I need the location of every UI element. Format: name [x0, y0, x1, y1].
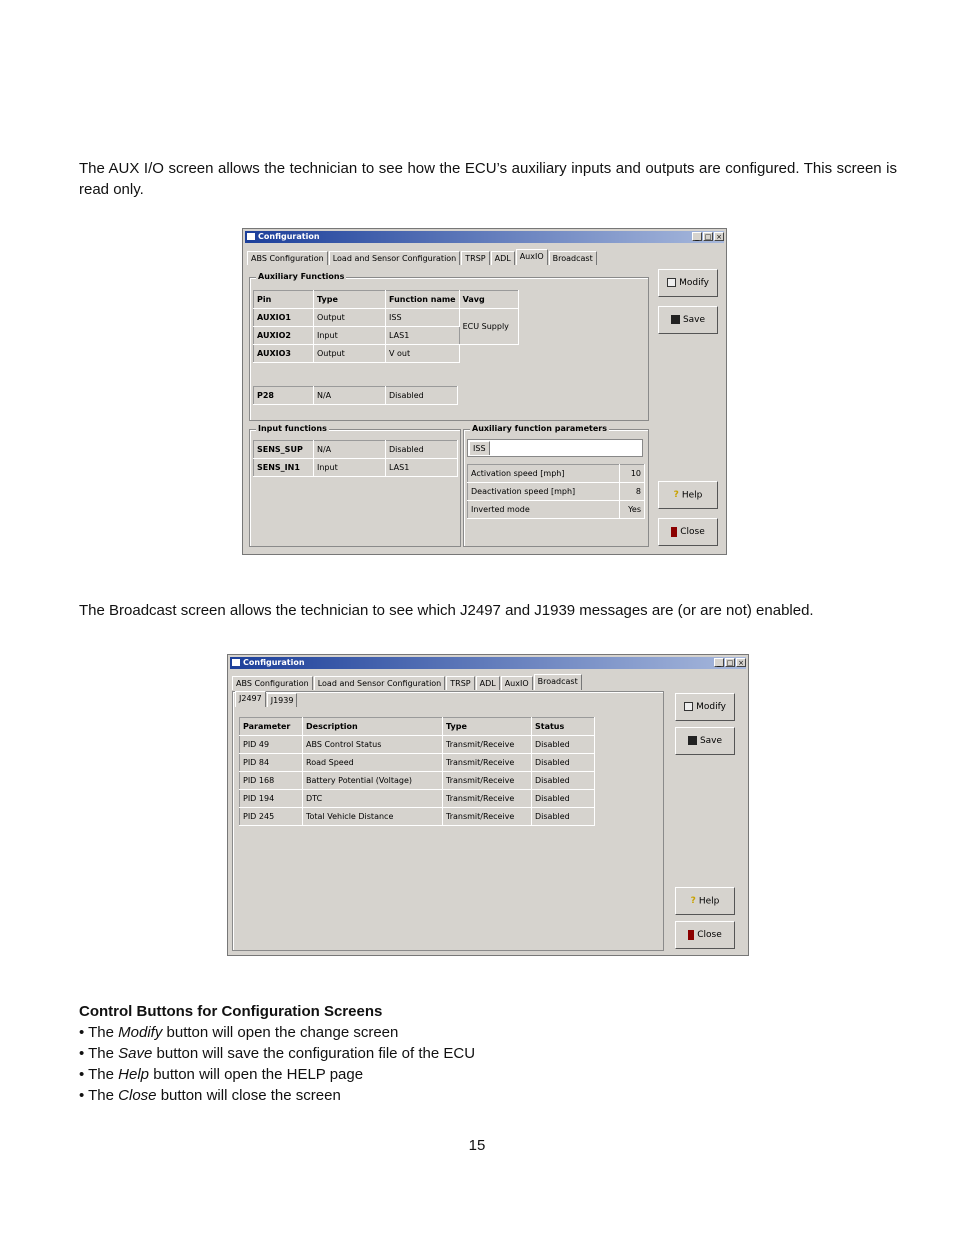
header-type: Type [314, 291, 386, 309]
input-pin: SENS_SUP [254, 441, 314, 459]
bullet-save [79, 1043, 475, 1064]
tab-strip [247, 251, 598, 265]
aux-type: Input [314, 327, 386, 345]
aux-pin: AUXIO1 [254, 309, 314, 327]
cell-type: Transmit/Receive [443, 790, 532, 808]
table-row [240, 808, 595, 826]
params-tab-area [467, 439, 643, 457]
input-type: N/A [314, 441, 386, 459]
close-window-button[interactable]: × [736, 658, 746, 667]
cell-parameter: PID 168 [240, 772, 303, 790]
aux-functions-table [253, 290, 519, 363]
param-value: Yes [620, 501, 645, 519]
input-function: Disabled [386, 441, 458, 459]
cell-parameter: PID 84 [240, 754, 303, 772]
bullet-prefix: • The [79, 1066, 119, 1083]
header-vavg: Vavg [459, 291, 518, 309]
input-function: LAS1 [386, 459, 458, 477]
header-description: Description [303, 718, 443, 736]
aux-function: ISS [386, 309, 460, 327]
cell-description: Battery Potential (Voltage) [303, 772, 443, 790]
subtab-j1939[interactable]: J1939 [267, 693, 298, 707]
aux-params-table [467, 464, 645, 519]
window-titlebar [245, 231, 724, 243]
close-label: Close [697, 930, 722, 940]
help-label: Help [681, 490, 703, 501]
bullet-term: Close [118, 1087, 157, 1104]
input-functions-table [253, 440, 458, 477]
cell-status: Disabled [532, 736, 595, 754]
param-name: Activation speed [mph] [468, 465, 620, 483]
bullet-prefix: • The [79, 1045, 119, 1062]
help-button[interactable] [675, 887, 735, 915]
p28-function: Disabled [386, 387, 458, 405]
window-icon [232, 659, 240, 666]
bullet-modify [79, 1022, 398, 1043]
aux-config-window [242, 228, 727, 555]
page-number: 15 [468, 1137, 486, 1154]
maximize-button[interactable]: □ [704, 233, 712, 241]
close-button[interactable] [675, 921, 735, 949]
window-title: Configuration [243, 658, 305, 667]
cell-description: Road Speed [303, 754, 443, 772]
aux-pin: AUXIO2 [254, 327, 314, 345]
bullet-term: Save [118, 1045, 153, 1062]
save-button[interactable] [675, 727, 735, 755]
cell-description: DTC [303, 790, 443, 808]
cell-type: Transmit/Receive [443, 772, 532, 790]
help-question-icon: ? [673, 490, 679, 500]
control-section-heading: Control Buttons for Configuration Screens [79, 1003, 383, 1020]
aux-pin: AUXIO3 [254, 345, 314, 363]
aux-functions-group [249, 272, 649, 421]
maximize-button[interactable]: □ [726, 659, 734, 667]
param-name: Deactivation speed [mph] [468, 483, 620, 501]
param-value: 10 [620, 465, 645, 483]
modify-icon [667, 278, 676, 287]
window-icon [247, 233, 255, 240]
intro-broadcast-paragraph: The Broadcast screen allows the technician to see which J2497 and J1939 messages are (or are not) enabled. [79, 602, 814, 619]
cell-parameter: PID 194 [240, 790, 303, 808]
save-label: Save [682, 315, 706, 325]
header-status: Status [532, 718, 595, 736]
modify-icon [684, 702, 693, 711]
header-type: Type [443, 718, 532, 736]
modify-button[interactable] [675, 693, 735, 721]
tab-auxio[interactable]: AuxIO [501, 676, 533, 690]
tab-trsp[interactable]: TRSP [446, 676, 474, 690]
tab-auxio[interactable]: AuxIO [516, 249, 548, 265]
modify-button[interactable] [658, 269, 718, 297]
subtab-j2497[interactable]: J2497 [235, 691, 266, 707]
cell-parameter: PID 245 [240, 808, 303, 826]
help-button[interactable] [658, 481, 718, 509]
tab-strip [232, 676, 583, 690]
cell-type: Transmit/Receive [443, 808, 532, 826]
aux-function: V out [386, 345, 460, 363]
bullet-term: Modify [118, 1024, 163, 1041]
window-titlebar [230, 657, 746, 669]
tab-adl[interactable]: ADL [476, 676, 500, 690]
cell-status: Disabled [532, 772, 595, 790]
door-icon [688, 930, 694, 940]
bullet-suffix: button will open the change screen [162, 1024, 399, 1041]
intro-aux-paragraph: The AUX I/O screen allows the technician to see how the ECU’s auxiliary inputs and outputs are configured. This screen is read only. [79, 160, 897, 198]
floppy-disk-icon [688, 736, 697, 745]
bullet-close [79, 1085, 341, 1106]
aux-params-label: Auxiliary function parameters [472, 424, 607, 433]
tab-load-sensor-configuration[interactable]: Load and Sensor Configuration [314, 676, 446, 690]
params-tab-iss[interactable]: ISS [469, 441, 490, 455]
tab-abs-configuration[interactable]: ABS Configuration [247, 251, 328, 265]
header-pin: Pin [254, 291, 314, 309]
input-type: Input [314, 459, 386, 477]
table-row [240, 790, 595, 808]
tab-abs-configuration[interactable]: ABS Configuration [232, 676, 313, 690]
header-function-name: Function name [386, 291, 460, 309]
tab-adl[interactable]: ADL [491, 251, 515, 265]
param-name: Inverted mode [468, 501, 620, 519]
cell-parameter: PID 49 [240, 736, 303, 754]
close-window-button[interactable]: × [714, 232, 724, 241]
tab-broadcast[interactable]: Broadcast [534, 674, 582, 690]
subtab-strip [235, 693, 298, 707]
close-button[interactable] [658, 518, 718, 546]
table-row [240, 772, 595, 790]
cell-type: Transmit/Receive [443, 754, 532, 772]
window-title: Configuration [258, 232, 320, 241]
cell-description: ABS Control Status [303, 736, 443, 754]
tab-broadcast[interactable]: Broadcast [549, 251, 597, 265]
bullet-suffix: button will close the screen [156, 1087, 341, 1104]
modify-label: Modify [696, 702, 726, 712]
input-functions-label: Input functions [258, 424, 327, 433]
p28-type: N/A [314, 387, 386, 405]
bullet-suffix: button will open the HELP page [149, 1066, 364, 1083]
header-parameter: Parameter [240, 718, 303, 736]
door-icon [671, 527, 677, 537]
minimize-button[interactable]: _ [692, 232, 702, 241]
cell-type: Transmit/Receive [443, 736, 532, 754]
cell-status: Disabled [532, 808, 595, 826]
input-functions-group [249, 424, 461, 547]
aux-functions-label: Auxiliary Functions [258, 272, 345, 281]
aux-function: LAS1 [386, 327, 460, 345]
save-button[interactable] [658, 306, 718, 334]
broadcast-table [239, 717, 595, 826]
p28-table [253, 386, 458, 405]
input-pin: SENS_IN1 [254, 459, 314, 477]
tab-load-sensor-configuration[interactable]: Load and Sensor Configuration [329, 251, 461, 265]
aux-params-group [463, 424, 649, 547]
param-value: 8 [620, 483, 645, 501]
modify-label: Modify [679, 278, 709, 288]
p28-pin: P28 [254, 387, 314, 405]
bullet-help [79, 1064, 363, 1085]
save-label: Save [699, 736, 723, 746]
broadcast-panel [232, 691, 664, 951]
bullet-term: Help [118, 1066, 150, 1083]
bullet-suffix: button will save the configuration file of the ECU [152, 1045, 476, 1062]
cell-status: Disabled [532, 754, 595, 772]
close-label: Close [680, 527, 705, 537]
bullet-prefix: • The [79, 1087, 119, 1104]
help-question-icon: ? [690, 896, 696, 906]
minimize-button[interactable]: _ [714, 658, 724, 667]
bullet-prefix: • The [79, 1024, 119, 1041]
table-row [240, 736, 595, 754]
floppy-disk-icon [671, 315, 680, 324]
help-label: Help [698, 896, 720, 907]
table-row [240, 754, 595, 772]
cell-description: Total Vehicle Distance [303, 808, 443, 826]
aux-type: Output [314, 345, 386, 363]
aux-vavg: ECU Supply [459, 309, 518, 345]
tab-trsp[interactable]: TRSP [461, 251, 489, 265]
aux-type: Output [314, 309, 386, 327]
broadcast-config-window [227, 654, 749, 956]
cell-status: Disabled [532, 790, 595, 808]
